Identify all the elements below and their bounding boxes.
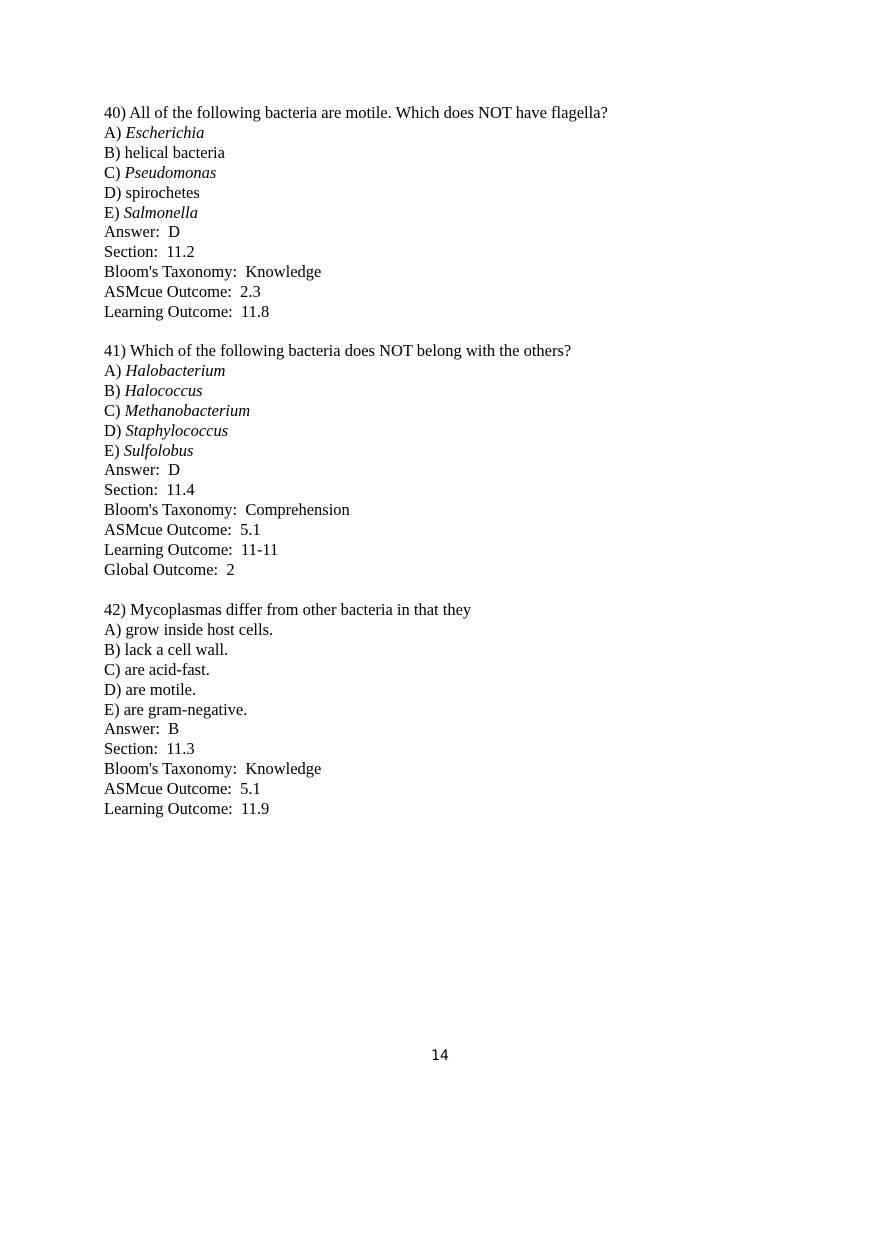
option-a: A) Escherichia [104, 122, 205, 142]
question-41 [104, 341, 804, 580]
option-b: B) helical bacteria [104, 142, 225, 162]
global-outcome: Global Outcome: 2 [104, 559, 235, 579]
option-a: A) Halobacterium [104, 360, 226, 380]
asmcue-outcome: ASMcue Outcome: 5.1 [104, 520, 261, 540]
section: Section: 11.3 [104, 739, 195, 759]
blooms-taxonomy: Bloom's Taxonomy: Knowledge [104, 262, 322, 282]
question-stem: 41) Which of the following bacteria does NOT belong with the others? [104, 341, 572, 360]
option-b: B) lack a cell wall. [104, 639, 229, 659]
answer: Answer: D [104, 460, 181, 480]
learning-outcome: Learning Outcome: 11-11 [104, 540, 279, 560]
question-40 [104, 103, 804, 322]
asmcue-outcome: ASMcue Outcome: 5.1 [104, 779, 261, 799]
blooms-taxonomy: Bloom's Taxonomy: Knowledge [104, 759, 322, 779]
option-d: D) Staphylococcus [104, 420, 229, 440]
learning-outcome: Learning Outcome: 11.9 [104, 799, 270, 819]
option-a: A) grow inside host cells. [104, 619, 274, 639]
option-b: B) Halococcus [104, 380, 203, 400]
option-d: D) are motile. [104, 679, 197, 699]
option-e: E) are gram-negative. [104, 699, 248, 719]
option-e: E) Sulfolobus [104, 440, 194, 460]
option-e: E) Salmonella [104, 202, 198, 222]
asmcue-outcome: ASMcue Outcome: 2.3 [104, 282, 261, 302]
answer: Answer: B [104, 719, 180, 739]
answer: Answer: D [104, 222, 181, 242]
learning-outcome: Learning Outcome: 11.8 [104, 302, 270, 322]
section: Section: 11.2 [104, 242, 195, 262]
question-42 [104, 600, 804, 819]
question-stem: 40) All of the following bacteria are motile. Which does NOT have flagella? [104, 103, 608, 122]
option-c: C) Pseudomonas [104, 162, 217, 182]
page-number: 14 [431, 1048, 449, 1064]
option-c: C) are acid-fast. [104, 659, 210, 679]
blooms-taxonomy: Bloom's Taxonomy: Comprehension [104, 500, 350, 520]
option-c: C) Methanobacterium [104, 400, 251, 420]
option-d: D) spirochetes [104, 182, 200, 202]
question-stem: 42) Mycoplasmas differ from other bacteria in that they [104, 600, 472, 619]
section: Section: 11.4 [104, 480, 195, 500]
